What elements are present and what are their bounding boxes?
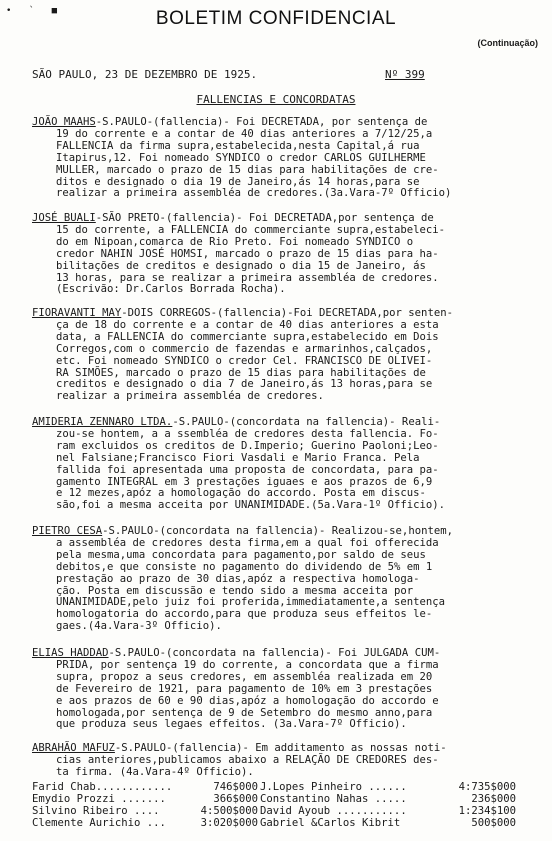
creditor-name: Gabriel &Carlos Kibrit [260,817,401,829]
entry-elias-haddad [32,648,532,731]
entry-text: ça de 18 do corrente e a contar de 40 dias anteriores a esta [56,318,439,331]
entry-text: cias anteriores,publicamos abaixo a RELAÇÃO DE CREDORES des- [56,753,439,766]
entry-text: que produza seus legaes effeitos. (3a.Vara-7º Officio). [56,718,407,731]
entry-text: credor NAHIN JOSÉ HOMSI, marcado o prazo de 15 dias para ha- [56,247,439,260]
creditor-row [32,805,532,817]
entry-text: RA SIMÕES, marcado o prazo de 15 dias para habilitações de [56,366,426,379]
creditor-name: Clemente Aurichio ... [32,817,166,829]
entry-name: PIETRO CESA [32,525,103,537]
entry-joao-maahs [32,117,532,200]
entry-text: ta firma. (4a.Vara-4º Officio). [56,765,254,778]
creditor-row [32,781,532,793]
entry-text: etc. Foi nomeado SYNDICO o credor Cel. FRANCISCO DE OLIVEI- [56,354,433,367]
entry-name: FIORAVANTI MAY [32,307,122,319]
section-heading: FALLENCIAS E CONCORDATAS [196,93,356,106]
entry-text: -SÃO PRETO-(fallencia)- Foi DECRETADA,por sentença de [95,212,434,224]
entry-text: -S.PAULO-(concordata na fallencia)- Reali- [172,416,441,428]
entry-text: data, a FALLENCIA do commerciante supra,estabelecido em Dois [56,330,439,343]
entry-text: e 12 mezes,apóz a homologação do accordo. Posta em discus- [56,487,426,500]
creditor-amount: 366$000 [213,793,258,805]
bulletin-title: BOLETIM CONFIDENCIAL [155,8,397,29]
entry-text: de Fevereiro de 1921, para pagamento de 10% em 3 prestações [56,682,433,695]
entry-name: ABRAHÃO MAFUZ [32,742,115,754]
entry-pietro-cesa [32,526,532,633]
creditor-row [32,793,532,805]
entry-text: Itapirus,12. Foi nomeado SYNDICO o credor CARLOS GUILHERME [56,151,426,164]
entry-text: são,foi a mesma acceita por UNANIMIDADE.(5a.Vara-1º Officio). [56,499,446,512]
entry-text: ram excluidos os creditos de D.Imperio; Guerino Paoloni;Leo- [56,439,439,452]
creditor-name: Silvino Ribeiro .... [32,805,160,817]
entry-name: ELIAS HADDAD [32,647,109,659]
entry-text: realizar a primeira assembléa de credores. [56,390,324,403]
creditor-amount: 3:020$000 [200,817,258,829]
entry-text: do em Nipoan,comarca de Rio Preto. Foi nomeado SYNDICO o [56,235,414,248]
entry-text: Corregos,com o commercio de fazendas e armarinhos,calçados, [56,342,433,355]
entry-text: supra, propoz a seus credores, em assembléa realizada em 20 [56,670,433,683]
entry-text: 13 horas, para se realizar a primeira assembléa de credores. [56,271,439,284]
entry-text: a assembléa de credores desta firma,em a qual foi offerecida [56,536,439,549]
entry-jose-buali [32,213,532,296]
creditor-amount: 500$000 [471,817,516,829]
entry-text: PRIDA, por sentença 19 do corrente, a concordata que a firma [56,658,439,671]
entry-text: realizar a primeira assembléa de credores.(3a.Vara-7º Officio) [56,187,452,200]
scan-marks: • ` ■ [6,6,64,16]
creditor-row [32,817,532,829]
creditor-list [32,781,532,829]
creditor-name: Constantino Nahas ..... [260,793,407,805]
creditor-name: Farid Chab............ [32,781,173,793]
entry-name: JOSÉ BUALI [32,212,96,224]
entry-abrahao-mafuz [32,743,532,779]
entry-fioravanti-may [32,308,532,403]
entry-text: homologatoria do accordo,para que produza seus effeitos le- [56,608,433,621]
entry-text: -DOIS CORREGOS-(fallencia)-Foi DECRETADA,por senten- [121,307,453,319]
creditor-amount: 746$000 [213,781,258,793]
entry-text: pela mesma,uma concordata para pagamento,por saldo de seus [56,548,426,561]
entry-text: FALLENCIA da firma supra,estabelecida,nesta Capital,á rua [56,139,420,152]
entry-text: ditos e designado o dia 19 de Janeiro,ás 14 horas,para se [56,175,420,188]
entry-text: -S.PAULO-(concordata na fallencia)- Realizou-se,hontem, [102,525,453,537]
entry-text: nel Falsiane;Francisco Fiori Vasdali e Mario Franca. Pela [56,451,420,464]
entry-text: -S.PAULO-(concordata na fallencia)- Foi JULGADA CUM- [108,647,441,659]
entry-text: homologada,por sentença de 9 de Setembro do mesmo anno,para [56,706,433,719]
creditor-name: David Ayoub ........... [260,805,407,817]
entry-text: ção. Posta em discussão e tendo sido a mesma acceita por [56,584,414,597]
entry-text: MULLER, marcado o prazo de 15 dias para habilitações de cre- [56,163,439,176]
entry-amideria-zennaro [32,417,532,512]
creditor-amount: 236$000 [471,793,516,805]
dateline: SÃO PAULO, 23 DE DEZEMBRO DE 1925. [32,68,258,81]
entry-text: debitos,e que consiste no pagamento do dividendo de 5% em 1 [56,560,433,573]
entry-text: (Escrivão: Dr.Carlos Borrada Rocha). [56,283,286,296]
entry-text: gaes.(4a.Vara-3º Officio). [56,620,222,633]
creditor-amount: 4:500$000 [200,805,258,817]
entry-text: -S.PAULO-(fallencia)- Foi DECRETADA, por sentença de [95,116,428,128]
entry-text: e aos prazos de 60 e 90 dias,apóz a homologação do accordo e [56,694,439,707]
entry-name: AMIDERIA ZENNARO LTDA. [32,416,173,428]
entry-text: 15 do corrente, a FALLENCIA do commerciante supra,estabeleci- [56,223,446,236]
entry-text: creditos e designado o dia 7 de Janeiro,ás 13 horas,para se [56,378,433,391]
entry-text: -S.PAULO-(fallencia)- Em additamento as nossas noti- [114,742,447,754]
creditor-name: Emydio Prozzi ....... [32,793,166,805]
creditor-name: J.Lopes Pinheiro ...... [260,781,407,793]
entry-text: 19 do corrente e a contar de 40 dias anteriores a 7/12/25,a [56,127,433,140]
continuation-label: (Continuação) [477,38,538,48]
entry-text: UNANIMIDADE,pelo juiz foi proferida,immediatamente,a sentença [56,596,446,609]
entry-text: gamento INTEGRAL em 3 prestações iguaes e aos prazos de 6,9 [56,475,433,488]
creditor-amount: 1:234$100 [458,805,516,817]
entry-text: prestação ao prazo de 30 dias,apóz a respectiva homologa- [56,572,420,585]
entry-text: bilitações de creditos e designado o dia 15 de Janeiro, ás [56,259,426,272]
creditor-amount: 4:735$000 [458,781,516,793]
entry-text: zou-se hontem, a a ssembléa de credores desta fallencia. Fo- [56,427,439,440]
bulletin-number: Nº 399 [385,68,425,81]
entry-text: fallida foi apresentada uma proposta de concordata, para pa- [56,463,439,476]
entry-name: JOÃO MAAHS [32,116,96,128]
